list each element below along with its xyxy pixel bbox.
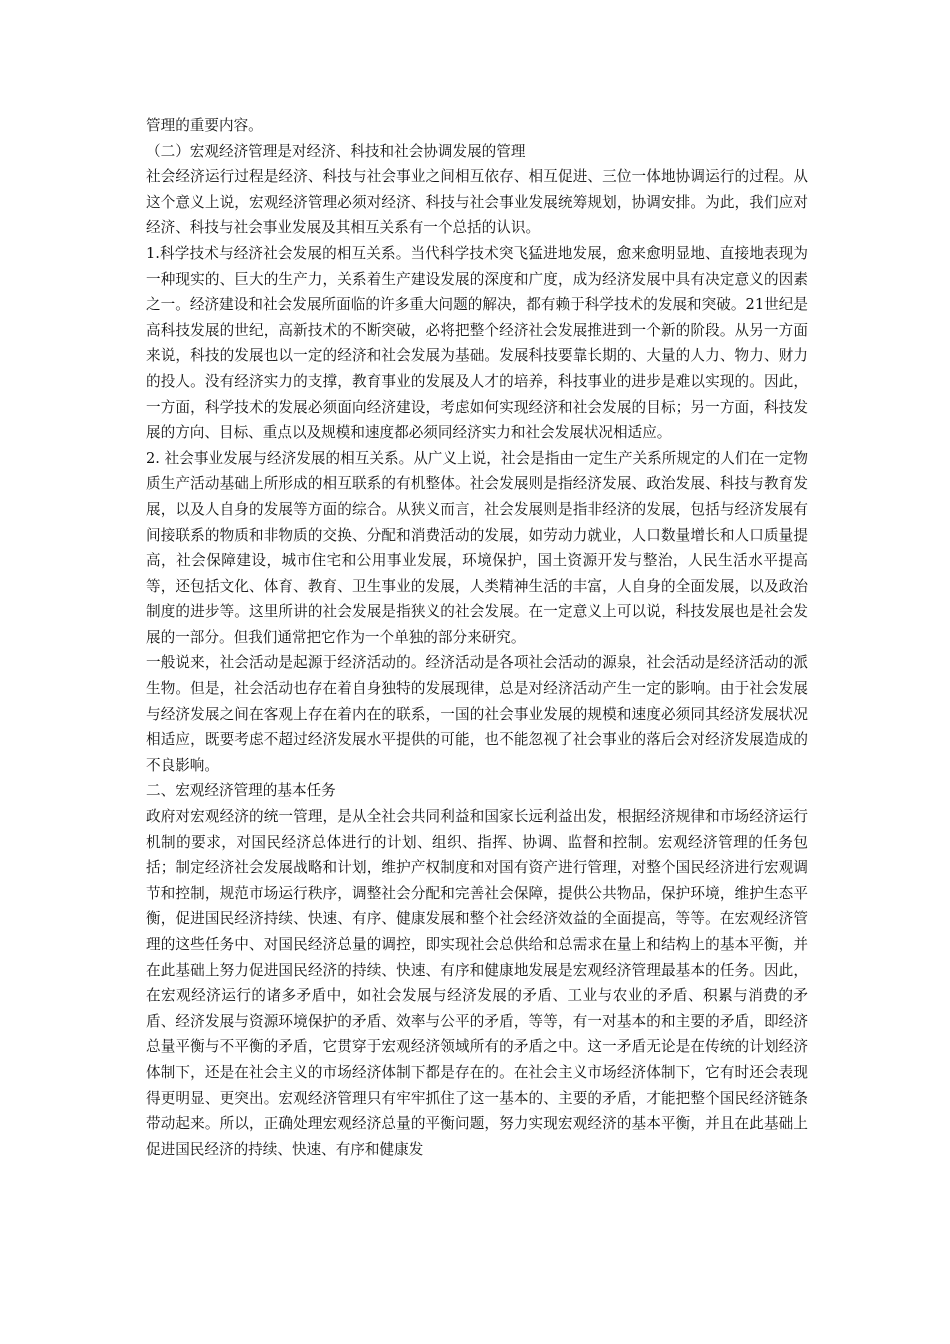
paragraph-continuation: 管理的重要内容。 bbox=[146, 117, 263, 134]
paragraph-basic-tasks: 政府对宏观经济的统一管理，是从全社会共同利益和国家长远利益出发，根据经济规律和市场经济运行机制的要求，对国民经济总体进行的计划、组织、指挥、协调、监督和控制。宏观经济管理的任务包括；制定经济社会发展战略和计划，维护产权制度和对国有资产进行管理，对整个国民经济进行宏观调节和控制，规范市场运行秩序，调整社会分配和完善社会保障，提供公共物品，保护环境，维护生态平衡，促进国民经济持续、快速、有序、健康发展和整个社会经济效益的全面提高，等等。在宏观经济管理的这些任务中、对国民经济总量的调控，即实现社会总供给和总需求在量上和结构上的基本平衡，并在此基础上努力促进国民经济的持续、快速、有序和健康地发展是宏观经济管理最基本的任务。因此，在宏观经济运行的诸多矛盾中，如社会发展与经济发展的矛盾、工业与农业的矛盾、积累与消费的矛盾、经济发展与资源环境保护的矛盾、效率与公平的矛盾，等等，有一对基本的和主要的矛盾，即经济总量平衡与不平衡的矛盾，它贯穿于宏观经济领域所有的矛盾之中。这一矛盾无论是在传统的计划经济体制下，还是在社会主义的市场经济体制下都是存在的。在社会主义市场经济体制下，它有时还会表现得更明显、更突出。宏观经济管理只有牢牢抓住了这一基本的、主要的矛盾，才能把整个国民经济链条带动起来。所以，正确处理宏观经济总量的平衡问题，努力实现宏观经济的基本平衡，并且在此基础上促进国民经济的持续、快速、有序和健康发 bbox=[146, 808, 808, 1158]
subsection-heading: （二）宏观经济管理是对经济、科技和社会协调发展的管理 bbox=[146, 142, 526, 160]
paragraph-science-technology: 1.科学技术与经济社会发展的相互关系。当代科学技术突飞猛进地发展，愈来愈明显地、直接地表现为一种现实的、巨大的生产力，关系着生产建设发展的深度和广度，成为经济发展中具有决定意义的因素之一。经济建设和社会发展所面临的许多重大问题的解决，都有赖于科学技术的发展和突破。21世纪是高科技发展的世纪，高新技术的不断突破，必将把整个经济社会发展推进到一个新的阶段。从另一方面来说，科技的发展也以一定的经济和社会发展为基础。发展科技要靠长期的、大量的人力、物力、财力的投人。没有经济实力的支撑，教育事业的发展及人才的培养，科技事业的进步是难以实现的。因此，一方面，科学技术的发展必须面向经济建设，考虑如何实现经济和社会发展的目标；另一方面，科技发展的方向、目标、重点以及规模和速度都必须同经济实力和社会发展状况相适应。 bbox=[146, 244, 808, 442]
paragraph-social-development: 2. 社会事业发展与经济发展的相互关系。从广义上说，社会是指由一定生产关系所规定的人们在一定物质生产活动基础上所形成的相互联系的有机整体。社会发展则是指经济发展、政治发展、科技与教育发展，以及人自身的发展等方面的综合。从狭义而言，社会发展则是指非经济的发展，包括与经济发展有间接联系的物质和非物质的交换、分配和消费活动的发展，如劳动力就业，人口数量增长和人口质量提高，社会保障建设，城市住宅和公用事业发展，环境保护，国土资源开发与整治，人民生活水平提高等，还包括文化、体育、教育、卫生事业的发展，人类精神生活的丰富，人自身的全面发展，以及政治制度的进步等。这里所讲的社会发展是指狭义的社会发展。在一定意义上可以说，科技发展也是社会发展的一部分。但我们通常把它作为一个单独的部分来研究。 bbox=[146, 449, 808, 646]
paragraph-social-activity: 一般说来，社会活动是起源于经济活动的。经济活动是各项社会活动的源泉，社会活动是经济活动的派生物。但是，社会活动也存在着自身独特的发展现律，总是对经济活动产生一定的影响。由于社会发展与经济发展之间在客观上存在着内在的联系，一国的社会事业发展的规模和速度必须同其经济发展状况相适应，既要考虑不超过经济发展水平提供的可能，也不能忽视了社会事业的落后会对经济发展造成的不良影响。 bbox=[146, 654, 808, 774]
document-page bbox=[146, 113, 808, 1162]
section-heading: 二、宏观经济管理的基本任务 bbox=[146, 782, 336, 800]
paragraph-intro: 社会经济运行过程是经济、科技与社会事业之间相互依存、相互促进、三位一体地协调运行的过程。从这个意义上说，宏观经济管理必须对经济、科技与社会事业发展统筹规划，协调安排。为此，我们应对经济、科技与社会事业发展及其相互关系有一个总括的认识。 bbox=[146, 168, 808, 237]
